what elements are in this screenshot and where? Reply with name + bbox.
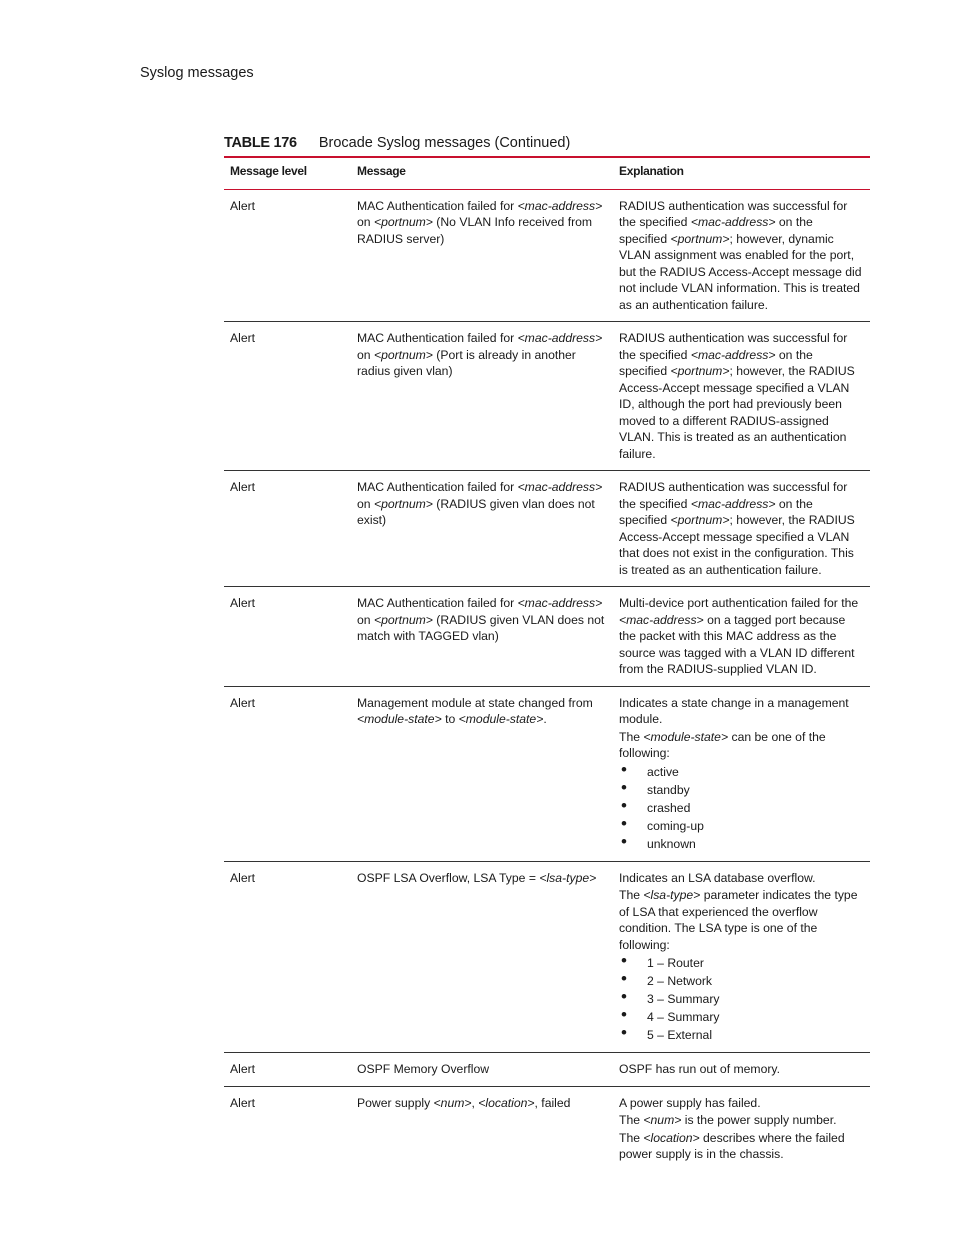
header-message-level: Message level [230,164,307,178]
explanation-cell [613,587,870,687]
explanation-paragraph: RADIUS authentication was successful for the specified <mac-address> on the specified <portnum>; however, the RADIUS Access-Accept message specified a VLAN that does not exist in the configuration. This is treated as an authentication failure. [619,480,855,577]
explanation-paragraph: The <module-state> can be one of the following: [619,729,826,760]
table-row [224,189,870,322]
bullet-item: • 3 – Summary [619,990,864,1008]
explanation-cell [613,861,870,1053]
explanation-paragraph: Multi-device port authentication failed for the <mac-address> on a tagged port because the packet with this MAC address as the source was tagged with a VLAN ID different from the RADIUS-supplied VLAN ID. [619,596,859,676]
syslog-table [224,156,870,1171]
bullet-item: • 1 – Router [619,954,864,972]
table-caption [224,135,570,151]
message-level-cell: Alert [230,596,256,610]
table-row [224,861,870,1053]
explanation-paragraph: OSPF has run out of memory. [619,1062,780,1076]
message-cell: MAC Authentication failed for <mac-address> on <portnum> (RADIUS given vlan does not exist) [357,480,603,527]
header-explanation: Explanation [619,164,684,178]
bullet-item: • 4 – Summary [619,1008,864,1026]
explanation-paragraph: RADIUS authentication was successful for the specified <mac-address> on the specified <portnum>; however, dynamic VLAN assignment was enabled for the port, but the RADIUS Access-Accept message did not include VLAN information. This is treated as an authentication failure. [619,198,862,312]
message-level-cell: Alert [230,1095,256,1110]
explanation-paragraph: Indicates a state change in a management module. [619,695,849,726]
message-cell: Power supply <num>, <location>, failed [357,1095,571,1110]
table-row [224,587,870,687]
bullet-item: • 5 – External [619,1026,864,1044]
message-level-cell: Alert [230,1062,256,1076]
table-row [224,686,870,861]
message-cell: MAC Authentication failed for <mac-address> on <portnum> (Port is already in another radius given vlan) [357,331,603,378]
table-row [224,1053,870,1087]
table-title: Brocade Syslog messages (Continued) [318,135,571,151]
explanation-cell [613,471,870,587]
explanation-cell [613,189,870,322]
bullet-item: • active [619,763,864,781]
message-level-cell: Alert [230,870,256,885]
explanation-paragraph: A power supply has failed. [619,1095,761,1110]
message-cell: MAC Authentication failed for <mac-address> on <portnum> (RADIUS given VLAN does not match with TAGGED vlan) [357,596,605,643]
message-level-cell: Alert [230,480,256,494]
header-message: Message [357,164,406,178]
explanation-cell [613,322,870,471]
explanation-paragraph: Indicates an LSA database overflow. [619,870,816,885]
message-cell: OSPF Memory Overflow [357,1062,490,1076]
message-level-cell: Alert [230,198,256,213]
table-header-row [224,157,870,189]
table-row [224,1086,870,1171]
message-cell: MAC Authentication failed for <mac-address> on <portnum> (No VLAN Info received from RADIUS server) [357,198,603,246]
running-head: Syslog messages [140,65,254,81]
bullet-item: • crashed [619,799,864,817]
explanation-paragraph: The <lsa-type> parameter indicates the type of LSA that experienced the overflow condition. The LSA type is one of the following: [619,888,858,952]
message-level-cell: Alert [230,695,256,710]
bullet-item: • coming-up [619,817,864,835]
table-row [224,471,870,587]
bullet-item: • unknown [619,835,864,853]
message-cell: Management module at state changed from <module-state> to <module-state>. [357,695,593,726]
explanation-paragraph: RADIUS authentication was successful for the specified <mac-address> on the specified <portnum>; however, the RADIUS Access-Accept message specified a VLAN ID, although the port had previously been moved to a different RADIUS-assigned VLAN. This is treated as an authentication failure. [619,331,855,461]
bullet-item: • 2 – Network [619,972,864,990]
explanation-cell [613,1053,870,1087]
explanation-cell [613,686,870,861]
bullet-list [619,954,864,1044]
message-cell: OSPF LSA Overflow, LSA Type = <lsa-type> [357,870,597,885]
bullet-item: • standby [619,781,864,799]
message-level-cell: Alert [230,331,256,345]
explanation-paragraph: The <num> is the power supply number. [619,1113,837,1127]
explanation-cell [613,1086,870,1171]
table-body [224,189,870,1171]
explanation-paragraph: The <location> describes where the failed power supply is in the chassis. [619,1130,845,1161]
bullet-list [619,763,864,853]
table-number: TABLE 176 [224,135,297,151]
table-row [224,322,870,471]
